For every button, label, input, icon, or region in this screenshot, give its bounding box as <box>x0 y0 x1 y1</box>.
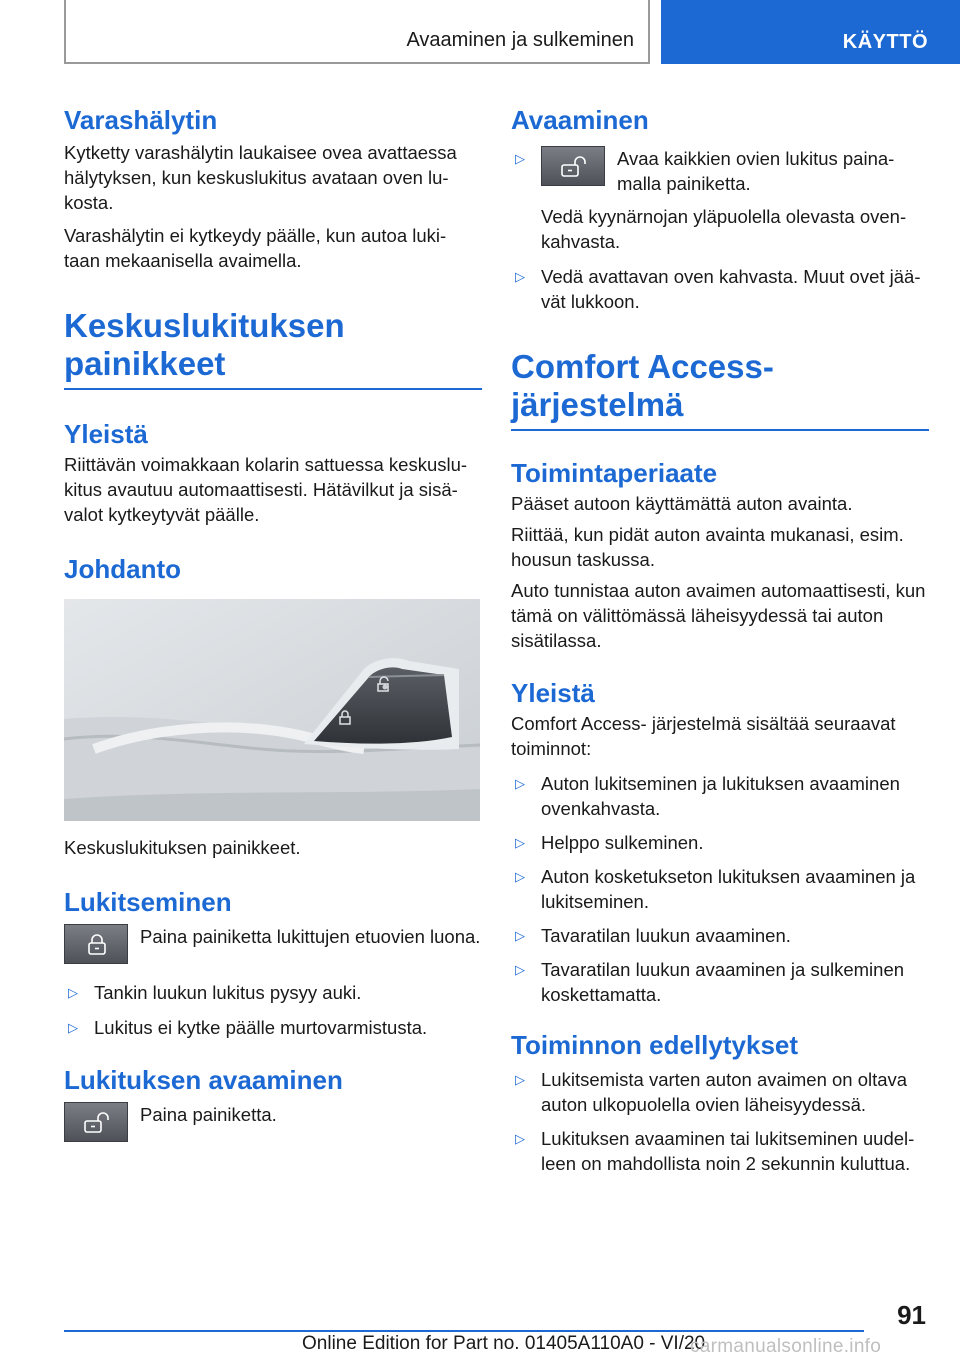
alarm-heading: Varashälytin <box>64 105 218 135</box>
buttons-heading: Keskuslukituksen painikkeet <box>64 307 482 390</box>
opening-heading: Avaaminen <box>511 105 649 135</box>
door-handle-image <box>64 599 480 821</box>
intro-heading: Johdanto <box>64 554 181 584</box>
locking-text: Paina painiketta lukittujen etuovien luona. <box>140 926 481 947</box>
triangle-right-icon: ▷ <box>515 928 525 943</box>
list-item: ▷ Vedä avattavan oven kahvasta. Muut ovet jää‐ vät lukkoon. <box>515 266 921 312</box>
general-heading-right: Yleistä <box>511 678 595 708</box>
triangle-right-icon: ▷ <box>515 776 525 791</box>
list-item: ▷ Auton kosketukseton lukituksen avaaminen ja lukitseminen. <box>515 866 916 912</box>
principle-heading: Toimintaperiaate <box>511 458 718 488</box>
comfort-access-heading: Comfort Access‐ järjestelmä <box>511 348 929 431</box>
locking-instruction <box>64 924 482 964</box>
page-number: 91 <box>897 1300 926 1330</box>
triangle-right-icon: ▷ <box>68 985 78 1000</box>
list-item: ▷ Tavaratilan luukun avaaminen. <box>515 925 791 946</box>
watermark-text: carmanualsonline.info <box>690 1336 882 1357</box>
lock-closed-icon <box>64 924 128 964</box>
photo-caption: Keskuslukituksen painikkeet. <box>64 837 301 858</box>
header-chapter-title: KÄYTTÖ <box>842 31 928 53</box>
unlocking-instruction <box>64 1102 482 1142</box>
header-chapter-tab <box>661 0 960 64</box>
list-item: ▷ Lukitus ei kytke päälle murtovarmistusta. <box>68 1017 428 1038</box>
triangle-right-icon: ▷ <box>515 151 525 166</box>
footer-divider <box>64 1330 864 1332</box>
alarm-paragraph-1: Kytketty varashälytin laukaisee ovea avattaessa hälytyksen, kun keskuslukitus avataan oven lu‐ kosta. <box>64 142 457 213</box>
unlocking-heading: Lukituksen avaaminen <box>64 1065 343 1095</box>
triangle-right-icon: ▷ <box>515 962 525 977</box>
header-section-title: Avaaminen ja sulkeminen <box>406 29 634 51</box>
triangle-right-icon: ▷ <box>515 1072 525 1087</box>
left-column <box>64 100 482 1142</box>
requirements-heading: Toiminnon edellytykset <box>511 1030 799 1060</box>
lock-open-icon <box>64 1102 128 1142</box>
list-item: ▷ Lukitsemista varten auton avaimen on oltava auton ulkopuolella ovien läheisyydessä. <box>515 1069 908 1115</box>
list-item: ▷ Helppo sulkeminen. <box>515 832 704 853</box>
general-heading: Yleistä <box>64 419 148 449</box>
triangle-right-icon: ▷ <box>515 869 525 884</box>
principle-paragraph-2: Riittää, kun pidät auton avainta mukanasi, esim. housun taskussa. <box>511 524 904 570</box>
list-item: ▷ Tavaratilan luukun avaaminen ja sulkeminen koskettamatta. <box>515 959 905 1005</box>
door-handle-photo <box>64 599 480 821</box>
locking-heading: Lukitseminen <box>64 887 232 917</box>
unlocking-text: Paina painiketta. <box>140 1104 277 1125</box>
general-paragraph-right: Comfort Access‐ järjestelmä sisältää seuraavat toiminnot: <box>511 713 896 759</box>
principle-paragraph-1: Pääset autoon käyttämättä auton avainta. <box>511 493 853 514</box>
list-item: ▷ Tankin luukun lukitus pysyy auki. <box>68 982 362 1003</box>
triangle-right-icon: ▷ <box>68 1020 78 1035</box>
list-item: ▷ Lukituksen avaaminen tai lukitseminen uudel‐ leen on mahdollista noin 2 sekunnin kuluttua. <box>515 1128 915 1174</box>
right-column <box>511 100 929 1176</box>
list-item: ▷ Auton lukitseminen ja lukituksen avaaminen ovenkahvasta. <box>515 773 900 819</box>
list-item <box>511 146 929 196</box>
opening-item-1-subtext: Vedä kyynärnojan yläpuolella olevasta oven‐ kahvasta. <box>541 206 907 252</box>
lock-open-icon <box>541 146 605 186</box>
general-paragraph: Riittävän voimakkaan kolarin sattuessa keskuslu‐ kitus avautuu automaattisesti. Hätävilkut ja sisä‐ valot kytkeytyvät päälle. <box>64 454 468 525</box>
opening-item-1-text: Avaa kaikkien ovien lukitus paina‐ malla painiketta. <box>617 148 895 194</box>
triangle-right-icon: ▷ <box>515 835 525 850</box>
principle-paragraph-3: Auto tunnistaa auton avaimen automaattisesti, kun tämä on välittömässä läheisyydessä tai auton sisätilassa. <box>511 580 926 651</box>
triangle-right-icon: ▷ <box>515 269 525 284</box>
alarm-paragraph-2: Varashälytin ei kytkeydy päälle, kun autoa luki‐ taan mekaanisella avaimella. <box>64 225 447 271</box>
triangle-right-icon: ▷ <box>515 1131 525 1146</box>
header-section-box <box>64 0 650 64</box>
edition-text: Online Edition for Part no. 01405A110A0 - VI/20 <box>302 1333 706 1354</box>
